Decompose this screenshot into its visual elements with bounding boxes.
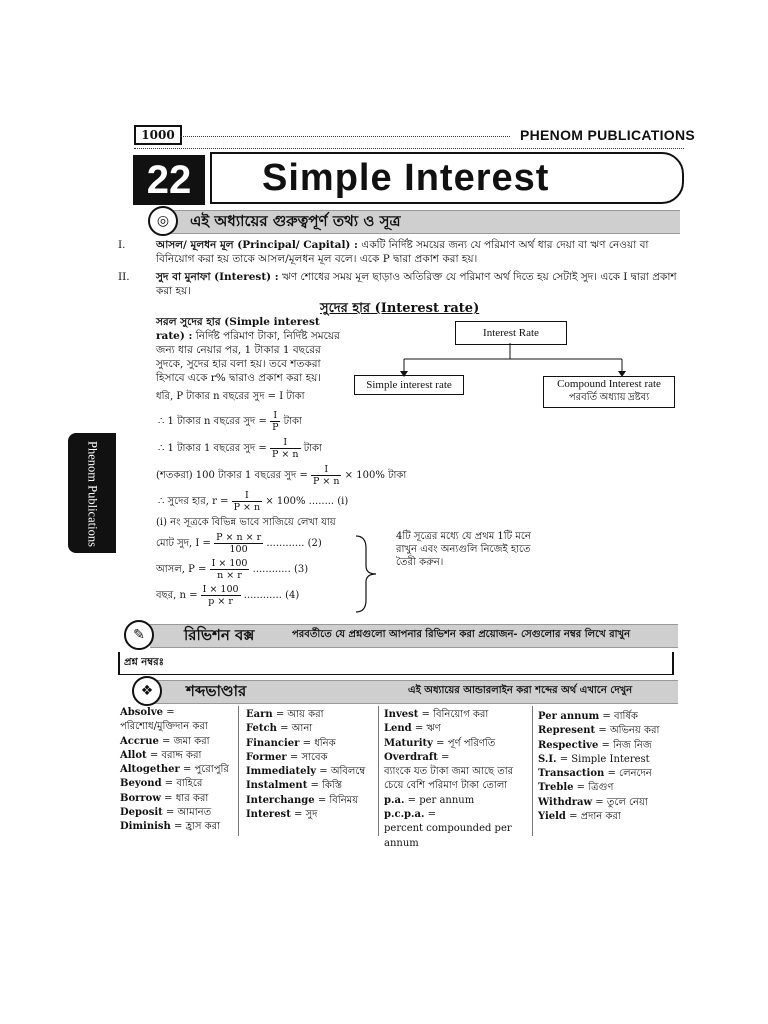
glossary-meaning: Simple Interest <box>571 753 650 765</box>
equals-sign: = <box>599 711 614 722</box>
formula-prefix: আসল, P = <box>156 564 207 575</box>
formula-years <box>156 584 299 607</box>
glossary-word: Financier <box>246 737 300 749</box>
formula-prefix: ∴ 1 টাকার 1 বছরের সুদ = <box>158 443 267 454</box>
formula-2 <box>158 437 322 460</box>
chapter-number: 22 <box>133 155 205 205</box>
glossary-entry <box>120 777 234 791</box>
rate-heading: সুদের হার (Interest rate) <box>320 301 480 316</box>
glossary-meaning: হ্রাস করা <box>185 821 221 833</box>
equals-sign: = <box>286 751 302 763</box>
glossary-meaning: অভিনয় করা <box>609 725 660 737</box>
glossary-meaning: সুদ <box>305 809 318 821</box>
glossary-entry <box>120 763 234 777</box>
point-principal <box>156 238 680 266</box>
diagram-compound-note: পরবর্তি অধ্যায় দ্রষ্টব্য <box>568 392 650 403</box>
glossary-entry <box>246 808 376 822</box>
rate-definition <box>156 315 346 385</box>
formula-suffix: টাকা <box>303 443 322 454</box>
glossary-meaning: ঋণ <box>426 723 441 735</box>
glossary-entry <box>538 767 678 781</box>
glossary-meaning: প্রদান করা <box>580 811 621 823</box>
glossary-entry <box>246 794 376 808</box>
glossary-entry <box>384 722 528 736</box>
point-marker: I. <box>118 239 126 251</box>
fraction <box>214 532 263 555</box>
glossary-meaning: সাবেক <box>301 751 328 763</box>
glossary-entry <box>384 751 528 794</box>
fraction <box>210 558 250 581</box>
vocab-banner-note: এই অধ্যায়ের আন্ডারলাইন করা শব্দের অর্থ এখানে দেখুন <box>408 685 633 696</box>
assumption-line: ধরি, P টাকার n বছরের সুদ = I টাকা <box>156 391 305 402</box>
glossary-meaning: কিস্তি <box>322 780 342 792</box>
publisher-name: PHENOM PUBLICATIONS <box>520 127 695 143</box>
glossary-entry <box>384 794 528 808</box>
glossary-entry <box>246 737 376 751</box>
glossary-word: Lend <box>384 723 412 735</box>
glossary-word: Interest <box>246 809 291 821</box>
formula-prefix: বছর, n = <box>156 590 198 601</box>
glossary-meaning: per annum <box>419 794 475 806</box>
glossary-word: Beyond <box>120 778 162 790</box>
fraction <box>232 490 263 513</box>
glossary-word: Borrow <box>120 792 161 804</box>
formula-suffix: টাকা <box>283 416 302 427</box>
glossary-word: Allot <box>120 749 147 761</box>
glossary-word: Fetch <box>246 723 277 735</box>
numerator: P × n × r <box>216 532 262 543</box>
point-marker: II. <box>118 271 130 283</box>
glossary-word: Diminish <box>120 821 171 833</box>
formula-1 <box>158 410 302 433</box>
equals-sign: = <box>146 749 162 761</box>
revision-banner-note: পরবর্তীতে যে প্রশ্নগুলো আপনার রিভিশন করা প্রয়োজন- সেগুলোর নম্বর লিখে রাখুন <box>292 629 631 640</box>
equals-sign: = <box>158 735 174 747</box>
equals-sign: = <box>424 809 437 821</box>
formula-prefix: ∴ সুদের হার, r = <box>158 496 229 507</box>
glossary-word: Interchange <box>246 794 315 806</box>
denominator: P <box>272 422 279 433</box>
glossary-word: p.c.p.a. <box>384 809 425 821</box>
question-number-field <box>118 652 674 675</box>
diagram-simple-box: Simple interest rate <box>354 375 464 395</box>
fraction <box>270 437 301 460</box>
equals-sign: = <box>556 753 572 765</box>
glossary-word: p.a. <box>384 794 405 806</box>
glossary-meaning: ধনিক <box>314 737 336 749</box>
formula-suffix: ............ (3) <box>252 564 309 575</box>
glossary-column-3 <box>384 708 528 851</box>
glossary-meaning: percent compounded per annum <box>384 823 512 849</box>
diagram-compound-box <box>543 376 675 408</box>
glossary-word: Absolve <box>120 707 164 718</box>
formula-suffix: × 100% টাকা <box>344 470 407 481</box>
formula-suffix: × 100% ........ (i) <box>265 496 349 507</box>
glossary-meaning: বিনিময় <box>329 794 359 806</box>
equals-sign: = <box>565 811 581 823</box>
equals-sign: = <box>404 794 420 806</box>
brace-note: 4টি সূত্রের মধ্যে যে প্রথম 1টি মনে রাখুন এবং অন্যগুলি নিজেই হাতে তৈরী করুন। <box>396 531 531 568</box>
glossary-meaning: পরিশোধ/মুক্তিদান করা <box>120 721 208 733</box>
target-icon: ◎ <box>148 206 178 236</box>
diagram-root-box: Interest Rate <box>455 321 567 345</box>
header-dotted-rule <box>180 136 510 137</box>
glossary-word: Respective <box>538 739 599 751</box>
equals-sign: = <box>170 821 186 833</box>
point-text: একটি নির্দিষ্ট সময়ের জন্য যে পরিমাণ অর্থ ধার দেয়া বা ঋণ নেওয়া বা বিনিয়োগ করা হয় তাকে আসল/মূলধন মূল বলে। একে P দ্বারা প্রকাশ করা হয়। <box>156 239 649 265</box>
glossary-meaning: বার্ষিক <box>614 711 638 722</box>
equals-sign: = <box>162 807 178 819</box>
glossary-meaning: অবিলম্বে <box>330 766 366 778</box>
revision-banner-title: রিভিশন বক্স <box>184 626 255 644</box>
rate-definition-term: সরল সুদের হার (Simple interest rate) : <box>156 316 320 342</box>
glossary-word: S.I. <box>538 753 557 765</box>
glossary-entry <box>538 739 678 753</box>
denominator: 100 <box>229 544 248 555</box>
point-term: সুদ বা মুনাফা (Interest) : <box>156 271 279 283</box>
glossary-entry <box>246 779 376 793</box>
equals-sign: = <box>161 778 177 790</box>
numerator: I × 100 <box>202 584 239 595</box>
glossary-entry <box>384 808 528 851</box>
glossary-entry <box>246 722 376 736</box>
equals-sign: = <box>411 723 427 735</box>
question-number-label: প্রশ্ন নম্বরঃ <box>124 657 164 668</box>
glossary-meaning: জমা করা <box>173 735 210 747</box>
header-rule <box>134 148 684 149</box>
glossary-column-2 <box>246 708 376 822</box>
vocab-banner-title: শব্দভাণ্ডার <box>186 682 247 700</box>
glossary-meaning: ত্রিগুণ <box>588 782 614 794</box>
numerator: I <box>311 464 342 476</box>
equals-sign: = <box>307 780 323 792</box>
equals-sign: = <box>290 809 306 821</box>
diagram-compound-label: Compound Interest rate <box>557 378 661 390</box>
point-term: আসল/ মূলধন মূল (Principal/ Capital) : <box>156 239 358 251</box>
glossary-word: Transaction <box>538 768 605 780</box>
fraction <box>311 464 342 487</box>
formula-total-interest <box>156 532 322 555</box>
equals-sign: = <box>418 709 434 720</box>
fraction <box>270 410 280 433</box>
numerator: I <box>270 410 280 422</box>
equals-sign: = <box>573 782 589 794</box>
equals-sign: = <box>592 796 607 808</box>
glossary-word: Overdraft <box>384 751 438 763</box>
equals-sign: = <box>272 709 288 720</box>
denominator: P × n <box>233 502 261 513</box>
denominator: n × r <box>217 570 242 581</box>
sidebar-label-wrap <box>70 440 114 548</box>
glossary-entry <box>538 810 678 824</box>
glossary-meaning: পূর্ণ পরিণতি <box>447 737 496 749</box>
point-interest <box>156 270 680 298</box>
glossary-entry <box>384 737 528 751</box>
glossary-meaning: তুলে নেয়া <box>606 796 648 808</box>
column-divider <box>238 706 239 836</box>
formula-prefix: ∴ 1 টাকার n বছরের সুদ = <box>158 416 267 427</box>
numerator: I × 100 <box>211 558 248 569</box>
formula-4 <box>158 490 348 513</box>
equals-sign: = <box>432 737 448 749</box>
equals-sign: = <box>604 768 620 780</box>
glossary-entry <box>246 751 376 765</box>
glossary-word: Maturity <box>384 737 433 749</box>
equals-sign: = <box>163 707 175 718</box>
glossary-word: Yield <box>538 811 566 823</box>
glossary-entry <box>120 749 234 763</box>
glossary-entry <box>538 796 678 810</box>
equals-sign: = <box>595 725 610 737</box>
equals-sign: = <box>437 751 450 763</box>
curly-brace <box>352 534 382 614</box>
denominator: P × n <box>312 476 340 487</box>
column-divider <box>532 706 533 836</box>
glossary-word: Altogether <box>120 764 180 776</box>
glossary-meaning: আনা <box>291 723 313 735</box>
glossary-entry <box>120 735 234 749</box>
equals-sign: = <box>316 766 331 778</box>
glossary-entry <box>120 792 234 806</box>
glossary-word: Treble <box>538 782 574 794</box>
glossary-word: Withdraw <box>538 796 593 808</box>
glossary-word: Invest <box>384 709 419 720</box>
glossary-meaning: আয় করা <box>287 709 324 720</box>
formula-note: (i) নং সূত্রকে বিভিন্ন ভাবে সাজিয়ে লেখা যায় <box>156 517 336 528</box>
formula-suffix: ............ (2) <box>266 538 322 549</box>
glossary-word: Immediately <box>246 766 317 778</box>
rate-definition-text: নির্দিষ্ট পরিমাণ টাকা, নির্দিষ্ট সময়ের জন্য ধার নেয়ার পর, 1 টাকার 1 বছরের সুদকে, সুদের হার বলা হয়। তবে শতকরা হিসাবে একে r% দ্বারাও প্রকাশ করা হয়। <box>156 330 340 384</box>
glossary-entry <box>120 806 234 820</box>
glossary-word: Represent <box>538 725 596 737</box>
formula-suffix: ............ (4) <box>243 590 300 601</box>
glossary-word: Accrue <box>120 735 159 747</box>
glossary-entry <box>538 781 678 795</box>
formula-prefix: (শতকরা) 100 টাকার 1 বছরের সুদ = <box>156 470 308 481</box>
equals-sign: = <box>598 739 614 751</box>
fraction <box>201 584 241 607</box>
glossary-column-4 <box>538 710 678 824</box>
glossary-meaning: বিনিয়োগ করা <box>433 709 489 720</box>
glossary-entry <box>246 708 376 722</box>
glossary-entry <box>120 820 234 834</box>
glossary-meaning: ধার করা <box>175 792 209 804</box>
equals-sign: = <box>179 764 195 776</box>
glossary-meaning: লেনদেন <box>619 768 652 780</box>
glossary-word: Instalment <box>246 780 308 792</box>
sidebar-label: Phenom Publications <box>85 441 100 547</box>
equals-sign: = <box>314 794 330 806</box>
numerator: I <box>270 437 301 449</box>
formula-3 <box>156 464 406 487</box>
book-icon: ❖ <box>132 676 162 706</box>
denominator: P × n <box>271 449 299 460</box>
glossary-entry <box>120 706 234 735</box>
glossary-entry <box>538 724 678 738</box>
glossary-meaning: পুরোপুরি <box>194 764 229 776</box>
denominator: p × r <box>208 596 233 607</box>
equals-sign: = <box>276 723 292 735</box>
formula-prefix: মোট সুদ, I = <box>156 538 211 549</box>
chapter-title: Simple Interest <box>262 157 550 199</box>
glossary-entry <box>538 753 678 767</box>
glossary-meaning: আমানত <box>177 807 212 819</box>
page-number: 1000 <box>134 125 182 145</box>
glossary-meaning: ব্যাংকে যত টাকা জমা আছে তার চেয়ে বেশি পরিমাণ টাকা তোলা <box>384 766 514 792</box>
numerator: I <box>232 490 263 502</box>
info-banner-title: এই অধ্যায়ের গুরুত্বপূর্ণ তথ্য ও সূত্র <box>190 212 401 230</box>
glossary-word: Earn <box>246 709 273 720</box>
glossary-entry <box>384 708 528 722</box>
glossary-entry <box>538 710 678 724</box>
point-text: ঋণ শোধের সময় মূল ছাড়াও অতিরিক্ত যে পরিমাণ অর্থ দিতে হয় সেটাই সুদ। একে I দ্বারা প্রকাশ করা হয়। <box>156 271 677 297</box>
column-divider <box>378 706 379 836</box>
glossary-meaning: বাহিরে <box>176 778 203 790</box>
glossary-word: Former <box>246 751 287 763</box>
glossary-meaning: নিজ নিজ <box>613 739 652 751</box>
pencil-icon: ✎ <box>124 620 154 650</box>
glossary-word: Per annum <box>538 711 600 722</box>
equals-sign: = <box>160 792 176 804</box>
equals-sign: = <box>299 737 315 749</box>
diagram-connectors <box>390 343 640 377</box>
glossary-column-1 <box>120 706 234 835</box>
formula-principal <box>156 558 308 581</box>
glossary-word: Deposit <box>120 807 163 819</box>
glossary-entry <box>246 765 376 779</box>
glossary-meaning: বরাদ্দ করা <box>161 749 202 761</box>
